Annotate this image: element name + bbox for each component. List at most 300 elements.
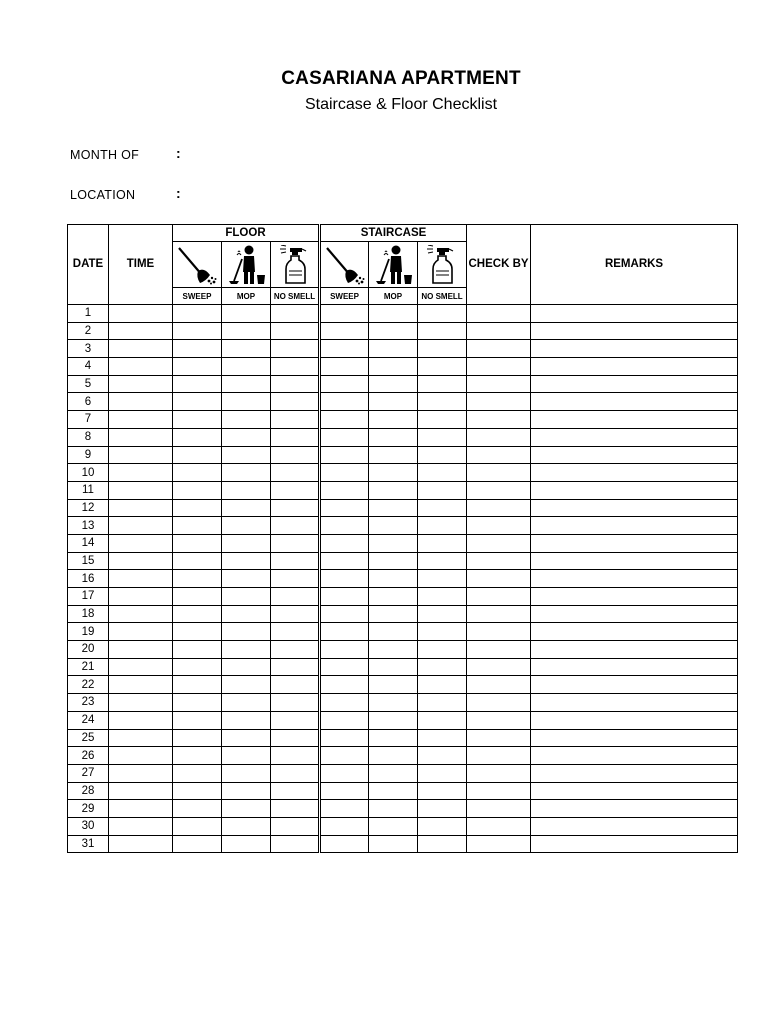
- floor-no-smell-cell[interactable]: [271, 358, 320, 376]
- staircase-sweep-cell[interactable]: [320, 623, 369, 641]
- staircase-mop-cell[interactable]: [369, 375, 418, 393]
- staircase-sweep-cell[interactable]: [320, 694, 369, 712]
- remarks-cell[interactable]: [531, 570, 738, 588]
- staircase-mop-cell[interactable]: [369, 552, 418, 570]
- check-by-cell[interactable]: [467, 552, 531, 570]
- floor-sweep-cell[interactable]: [173, 517, 222, 535]
- floor-mop-cell[interactable]: [222, 464, 271, 482]
- floor-sweep-cell[interactable]: [173, 694, 222, 712]
- date-cell: 20: [68, 641, 109, 659]
- check-by-cell[interactable]: [467, 605, 531, 623]
- floor-no-smell-cell[interactable]: [271, 340, 320, 358]
- check-by-cell[interactable]: [467, 340, 531, 358]
- staircase-mop-cell[interactable]: [369, 800, 418, 818]
- remarks-cell[interactable]: [531, 464, 738, 482]
- remarks-cell[interactable]: [531, 358, 738, 376]
- floor-sweep-cell[interactable]: [173, 534, 222, 552]
- floor-no-smell-cell[interactable]: [271, 729, 320, 747]
- time-cell[interactable]: [109, 641, 173, 659]
- staircase-no-smell-cell[interactable]: [418, 800, 467, 818]
- staircase-no-smell-cell[interactable]: [418, 481, 467, 499]
- staircase-sweep-cell[interactable]: [320, 588, 369, 606]
- time-cell[interactable]: [109, 694, 173, 712]
- staircase-no-smell-cell[interactable]: [418, 499, 467, 517]
- staircase-no-smell-cell[interactable]: [418, 764, 467, 782]
- remarks-cell[interactable]: [531, 534, 738, 552]
- time-cell[interactable]: [109, 764, 173, 782]
- staircase-mop-cell[interactable]: [369, 322, 418, 340]
- floor-mop-cell[interactable]: [222, 570, 271, 588]
- check-by-cell[interactable]: [467, 570, 531, 588]
- floor-sweep-label: SWEEP: [173, 288, 222, 305]
- floor-mop-cell[interactable]: [222, 322, 271, 340]
- staircase-sweep-cell[interactable]: [320, 322, 369, 340]
- staircase-mop-cell[interactable]: [369, 817, 418, 835]
- staircase-no-smell-cell[interactable]: [418, 694, 467, 712]
- remarks-cell[interactable]: [531, 481, 738, 499]
- floor-mop-cell[interactable]: [222, 534, 271, 552]
- staircase-mop-cell[interactable]: [369, 570, 418, 588]
- floor-sweep-cell[interactable]: [173, 729, 222, 747]
- check-by-cell[interactable]: [467, 835, 531, 853]
- floor-no-smell-cell[interactable]: [271, 588, 320, 606]
- floor-sweep-cell[interactable]: [173, 747, 222, 765]
- table-row: [68, 747, 738, 765]
- floor-no-smell-cell[interactable]: [271, 375, 320, 393]
- staircase-mop-cell[interactable]: [369, 764, 418, 782]
- time-cell[interactable]: [109, 623, 173, 641]
- staircase-no-smell-cell[interactable]: [418, 411, 467, 429]
- check-by-cell[interactable]: [467, 481, 531, 499]
- remarks-cell[interactable]: [531, 322, 738, 340]
- check-by-cell[interactable]: [467, 517, 531, 535]
- time-cell[interactable]: [109, 446, 173, 464]
- staircase-mop-cell[interactable]: [369, 588, 418, 606]
- floor-no-smell-cell[interactable]: [271, 764, 320, 782]
- floor-sweep-cell[interactable]: [173, 658, 222, 676]
- remarks-cell[interactable]: [531, 676, 738, 694]
- floor-sweep-cell[interactable]: [173, 764, 222, 782]
- remarks-cell[interactable]: [531, 747, 738, 765]
- time-cell[interactable]: [109, 782, 173, 800]
- staircase-sweep-cell[interactable]: [320, 658, 369, 676]
- floor-sweep-cell[interactable]: [173, 800, 222, 818]
- time-cell[interactable]: [109, 800, 173, 818]
- check-by-cell[interactable]: [467, 623, 531, 641]
- floor-sweep-cell[interactable]: [173, 322, 222, 340]
- check-by-cell[interactable]: [467, 305, 531, 323]
- floor-mop-cell[interactable]: [222, 729, 271, 747]
- floor-sweep-cell[interactable]: [173, 393, 222, 411]
- remarks-column-header: REMARKS: [531, 225, 738, 305]
- time-cell[interactable]: [109, 747, 173, 765]
- table-row: [68, 711, 738, 729]
- staircase-mop-cell[interactable]: [369, 499, 418, 517]
- staircase-sweep-cell[interactable]: [320, 605, 369, 623]
- staircase-no-smell-cell[interactable]: [418, 446, 467, 464]
- floor-mop-cell[interactable]: [222, 782, 271, 800]
- remarks-cell[interactable]: [531, 411, 738, 429]
- table-row: [68, 375, 738, 393]
- floor-sweep-cell[interactable]: [173, 676, 222, 694]
- time-cell[interactable]: [109, 358, 173, 376]
- remarks-cell[interactable]: [531, 552, 738, 570]
- time-cell[interactable]: [109, 305, 173, 323]
- staircase-no-smell-cell[interactable]: [418, 322, 467, 340]
- staircase-no-smell-cell[interactable]: [418, 605, 467, 623]
- check-by-cell[interactable]: [467, 641, 531, 659]
- floor-sweep-cell[interactable]: [173, 782, 222, 800]
- check-by-cell[interactable]: [467, 729, 531, 747]
- staircase-mop-cell[interactable]: [369, 428, 418, 446]
- staircase-sweep-cell[interactable]: [320, 676, 369, 694]
- check-by-cell[interactable]: [467, 428, 531, 446]
- remarks-cell[interactable]: [531, 605, 738, 623]
- time-cell[interactable]: [109, 552, 173, 570]
- check-by-cell[interactable]: [467, 534, 531, 552]
- time-cell[interactable]: [109, 393, 173, 411]
- floor-mop-cell[interactable]: [222, 393, 271, 411]
- staircase-sweep-cell[interactable]: [320, 393, 369, 411]
- staircase-sweep-cell[interactable]: [320, 375, 369, 393]
- check-by-cell[interactable]: [467, 464, 531, 482]
- staircase-no-smell-cell[interactable]: [418, 340, 467, 358]
- floor-no-smell-cell[interactable]: [271, 694, 320, 712]
- time-cell[interactable]: [109, 570, 173, 588]
- time-cell[interactable]: [109, 676, 173, 694]
- floor-no-smell-cell[interactable]: [271, 676, 320, 694]
- floor-no-smell-cell[interactable]: [271, 393, 320, 411]
- floor-mop-cell[interactable]: [222, 747, 271, 765]
- staircase-mop-cell[interactable]: [369, 358, 418, 376]
- floor-mop-cell[interactable]: [222, 411, 271, 429]
- remarks-cell[interactable]: [531, 800, 738, 818]
- floor-mop-cell[interactable]: [222, 817, 271, 835]
- staircase-no-smell-cell[interactable]: [418, 658, 467, 676]
- check-by-cell[interactable]: [467, 322, 531, 340]
- staircase-sweep-cell[interactable]: [320, 641, 369, 659]
- staircase-sweep-cell[interactable]: [320, 711, 369, 729]
- staircase-mop-cell[interactable]: [369, 658, 418, 676]
- floor-sweep-cell[interactable]: [173, 446, 222, 464]
- staircase-mop-cell[interactable]: [369, 782, 418, 800]
- time-cell[interactable]: [109, 375, 173, 393]
- floor-no-smell-cell[interactable]: [271, 499, 320, 517]
- floor-no-smell-cell[interactable]: [271, 428, 320, 446]
- remarks-cell[interactable]: [531, 588, 738, 606]
- floor-mop-cell[interactable]: [222, 711, 271, 729]
- check-by-cell[interactable]: [467, 499, 531, 517]
- floor-no-smell-cell[interactable]: [271, 711, 320, 729]
- staircase-mop-cell[interactable]: [369, 694, 418, 712]
- staircase-sweep-cell[interactable]: [320, 464, 369, 482]
- check-by-cell[interactable]: [467, 411, 531, 429]
- time-cell[interactable]: [109, 605, 173, 623]
- remarks-cell[interactable]: [531, 711, 738, 729]
- date-cell: 11: [68, 481, 109, 499]
- staircase-sweep-cell[interactable]: [320, 411, 369, 429]
- floor-sweep-cell[interactable]: [173, 375, 222, 393]
- floor-no-smell-cell[interactable]: [271, 835, 320, 853]
- table-row: [68, 552, 738, 570]
- date-cell: 15: [68, 552, 109, 570]
- remarks-cell[interactable]: [531, 428, 738, 446]
- staircase-no-smell-cell[interactable]: [418, 747, 467, 765]
- time-cell[interactable]: [109, 481, 173, 499]
- check-by-cell[interactable]: [467, 817, 531, 835]
- table-row: [68, 694, 738, 712]
- check-by-cell[interactable]: [467, 658, 531, 676]
- staircase-sweep-cell[interactable]: [320, 305, 369, 323]
- check-by-cell[interactable]: [467, 375, 531, 393]
- floor-no-smell-cell[interactable]: [271, 623, 320, 641]
- floor-sweep-cell[interactable]: [173, 641, 222, 659]
- floor-no-smell-cell[interactable]: [271, 782, 320, 800]
- floor-no-smell-cell[interactable]: [271, 534, 320, 552]
- date-cell: 29: [68, 800, 109, 818]
- staircase-sweep-cell[interactable]: [320, 835, 369, 853]
- staircase-sweep-cell[interactable]: [320, 358, 369, 376]
- date-cell: 14: [68, 534, 109, 552]
- staircase-no-smell-cell[interactable]: [418, 676, 467, 694]
- floor-no-smell-cell[interactable]: [271, 641, 320, 659]
- remarks-cell[interactable]: [531, 393, 738, 411]
- staircase-no-smell-cell[interactable]: [418, 358, 467, 376]
- time-cell[interactable]: [109, 428, 173, 446]
- staircase-no-smell-cell[interactable]: [418, 817, 467, 835]
- floor-mop-cell[interactable]: [222, 517, 271, 535]
- remarks-cell[interactable]: [531, 499, 738, 517]
- table-row: [68, 729, 738, 747]
- floor-mop-cell[interactable]: [222, 641, 271, 659]
- remarks-cell[interactable]: [531, 694, 738, 712]
- staircase-no-smell-cell[interactable]: [418, 464, 467, 482]
- floor-sweep-cell[interactable]: [173, 623, 222, 641]
- staircase-sweep-cell[interactable]: [320, 428, 369, 446]
- floor-mop-cell[interactable]: [222, 446, 271, 464]
- floor-sweep-cell[interactable]: [173, 305, 222, 323]
- time-cell[interactable]: [109, 464, 173, 482]
- floor-mop-cell[interactable]: [222, 623, 271, 641]
- staircase-no-smell-cell[interactable]: [418, 835, 467, 853]
- time-cell[interactable]: [109, 817, 173, 835]
- floor-sweep-cell[interactable]: [173, 835, 222, 853]
- floor-sweep-cell[interactable]: [173, 428, 222, 446]
- staircase-sweep-cell[interactable]: [320, 552, 369, 570]
- check-by-cell[interactable]: [467, 694, 531, 712]
- staircase-no-smell-cell[interactable]: [418, 393, 467, 411]
- remarks-cell[interactable]: [531, 305, 738, 323]
- check-by-cell[interactable]: [467, 782, 531, 800]
- check-by-cell[interactable]: [467, 393, 531, 411]
- floor-no-smell-cell[interactable]: [271, 605, 320, 623]
- staircase-no-smell-cell[interactable]: [418, 641, 467, 659]
- remarks-cell[interactable]: [531, 446, 738, 464]
- time-cell[interactable]: [109, 729, 173, 747]
- staircase-no-smell-cell[interactable]: [418, 729, 467, 747]
- table-row: [68, 817, 738, 835]
- remarks-cell[interactable]: [531, 658, 738, 676]
- check-by-cell[interactable]: [467, 358, 531, 376]
- staircase-sweep-cell[interactable]: [320, 534, 369, 552]
- staircase-mop-cell[interactable]: [369, 641, 418, 659]
- staircase-mop-cell[interactable]: [369, 393, 418, 411]
- time-cell[interactable]: [109, 322, 173, 340]
- floor-no-smell-cell[interactable]: [271, 305, 320, 323]
- staircase-mop-cell[interactable]: [369, 305, 418, 323]
- floor-mop-cell[interactable]: [222, 658, 271, 676]
- time-column-header: TIME: [109, 225, 173, 305]
- floor-no-smell-cell[interactable]: [271, 658, 320, 676]
- remarks-cell[interactable]: [531, 782, 738, 800]
- staircase-sweep-cell[interactable]: [320, 517, 369, 535]
- staircase-mop-cell[interactable]: [369, 835, 418, 853]
- floor-no-smell-cell[interactable]: [271, 517, 320, 535]
- floor-sweep-cell[interactable]: [173, 499, 222, 517]
- floor-no-smell-cell[interactable]: [271, 481, 320, 499]
- check-by-cell[interactable]: [467, 800, 531, 818]
- staircase-mop-cell[interactable]: [369, 481, 418, 499]
- table-row: [68, 428, 738, 446]
- floor-mop-cell[interactable]: [222, 481, 271, 499]
- staircase-sweep-cell[interactable]: [320, 764, 369, 782]
- staircase-sweep-cell[interactable]: [320, 340, 369, 358]
- staircase-mop-cell[interactable]: [369, 729, 418, 747]
- floor-sweep-cell[interactable]: [173, 605, 222, 623]
- floor-mop-cell[interactable]: [222, 340, 271, 358]
- floor-mop-cell[interactable]: [222, 499, 271, 517]
- staircase-mop-cell[interactable]: [369, 340, 418, 358]
- remarks-cell[interactable]: [531, 729, 738, 747]
- floor-no-smell-cell[interactable]: [271, 464, 320, 482]
- time-cell[interactable]: [109, 340, 173, 358]
- time-cell[interactable]: [109, 711, 173, 729]
- check-by-cell[interactable]: [467, 676, 531, 694]
- staircase-mop-cell[interactable]: [369, 676, 418, 694]
- check-by-cell[interactable]: [467, 764, 531, 782]
- staircase-sweep-cell[interactable]: [320, 817, 369, 835]
- floor-no-smell-cell[interactable]: [271, 411, 320, 429]
- staircase-no-smell-cell[interactable]: [418, 428, 467, 446]
- floor-sweep-cell[interactable]: [173, 358, 222, 376]
- time-cell[interactable]: [109, 588, 173, 606]
- remarks-cell[interactable]: [531, 517, 738, 535]
- staircase-no-smell-cell[interactable]: [418, 782, 467, 800]
- staircase-sweep-cell[interactable]: [320, 499, 369, 517]
- staircase-mop-cell[interactable]: [369, 605, 418, 623]
- time-cell[interactable]: [109, 517, 173, 535]
- staircase-sweep-cell[interactable]: [320, 782, 369, 800]
- time-cell[interactable]: [109, 499, 173, 517]
- staircase-sweep-cell[interactable]: [320, 446, 369, 464]
- floor-mop-cell[interactable]: [222, 605, 271, 623]
- staircase-sweep-cell[interactable]: [320, 729, 369, 747]
- staircase-mop-cell[interactable]: [369, 623, 418, 641]
- floor-mop-cell[interactable]: [222, 588, 271, 606]
- floor-mop-cell[interactable]: [222, 694, 271, 712]
- staircase-mop-cell[interactable]: [369, 464, 418, 482]
- remarks-cell[interactable]: [531, 375, 738, 393]
- floor-sweep-icon-cell: [173, 242, 222, 288]
- floor-no-smell-cell[interactable]: [271, 747, 320, 765]
- staircase-sweep-cell[interactable]: [320, 747, 369, 765]
- staircase-mop-cell[interactable]: [369, 747, 418, 765]
- floor-sweep-cell[interactable]: [173, 481, 222, 499]
- floor-no-smell-cell[interactable]: [271, 446, 320, 464]
- floor-sweep-cell[interactable]: [173, 552, 222, 570]
- floor-sweep-cell[interactable]: [173, 411, 222, 429]
- remarks-cell[interactable]: [531, 817, 738, 835]
- staircase-sweep-cell[interactable]: [320, 481, 369, 499]
- floor-mop-cell[interactable]: [222, 835, 271, 853]
- floor-mop-label: MOP: [222, 288, 271, 305]
- staircase-mop-cell[interactable]: [369, 446, 418, 464]
- staircase-no-smell-cell[interactable]: [418, 375, 467, 393]
- remarks-cell[interactable]: [531, 764, 738, 782]
- floor-sweep-cell[interactable]: [173, 464, 222, 482]
- remarks-cell[interactable]: [531, 623, 738, 641]
- floor-mop-cell[interactable]: [222, 375, 271, 393]
- staircase-no-smell-cell[interactable]: [418, 534, 467, 552]
- floor-sweep-cell[interactable]: [173, 711, 222, 729]
- time-cell[interactable]: [109, 534, 173, 552]
- floor-no-smell-cell[interactable]: [271, 322, 320, 340]
- floor-mop-cell[interactable]: [222, 676, 271, 694]
- floor-no-smell-cell[interactable]: [271, 570, 320, 588]
- floor-sweep-cell[interactable]: [173, 588, 222, 606]
- floor-sweep-cell[interactable]: [173, 570, 222, 588]
- remarks-cell[interactable]: [531, 835, 738, 853]
- floor-mop-cell[interactable]: [222, 428, 271, 446]
- staircase-sweep-cell[interactable]: [320, 800, 369, 818]
- check-by-cell[interactable]: [467, 588, 531, 606]
- table-row: [68, 393, 738, 411]
- floor-sweep-cell[interactable]: [173, 817, 222, 835]
- floor-no-smell-cell[interactable]: [271, 817, 320, 835]
- check-by-cell[interactable]: [467, 747, 531, 765]
- staircase-mop-cell[interactable]: [369, 534, 418, 552]
- staircase-no-smell-cell[interactable]: [418, 305, 467, 323]
- table-row: [68, 411, 738, 429]
- staircase-mop-cell[interactable]: [369, 517, 418, 535]
- floor-no-smell-cell[interactable]: [271, 800, 320, 818]
- staircase-no-smell-cell[interactable]: [418, 552, 467, 570]
- staircase-mop-cell[interactable]: [369, 411, 418, 429]
- remarks-cell[interactable]: [531, 641, 738, 659]
- time-cell[interactable]: [109, 658, 173, 676]
- staircase-no-smell-cell[interactable]: [418, 623, 467, 641]
- floor-sweep-cell[interactable]: [173, 340, 222, 358]
- staircase-sweep-cell[interactable]: [320, 570, 369, 588]
- floor-no-smell-cell[interactable]: [271, 552, 320, 570]
- staircase-mop-cell[interactable]: [369, 711, 418, 729]
- floor-mop-cell[interactable]: [222, 358, 271, 376]
- floor-mop-cell[interactable]: [222, 305, 271, 323]
- remarks-cell[interactable]: [531, 340, 738, 358]
- floor-mop-cell[interactable]: [222, 764, 271, 782]
- floor-mop-cell[interactable]: [222, 552, 271, 570]
- staircase-no-smell-cell[interactable]: [418, 588, 467, 606]
- check-by-cell[interactable]: [467, 711, 531, 729]
- staircase-no-smell-cell[interactable]: [418, 711, 467, 729]
- table-row: [68, 305, 738, 323]
- floor-mop-cell[interactable]: [222, 800, 271, 818]
- staircase-no-smell-cell[interactable]: [418, 570, 467, 588]
- check-by-cell[interactable]: [467, 446, 531, 464]
- time-cell[interactable]: [109, 411, 173, 429]
- staircase-no-smell-cell[interactable]: [418, 517, 467, 535]
- time-cell[interactable]: [109, 835, 173, 853]
